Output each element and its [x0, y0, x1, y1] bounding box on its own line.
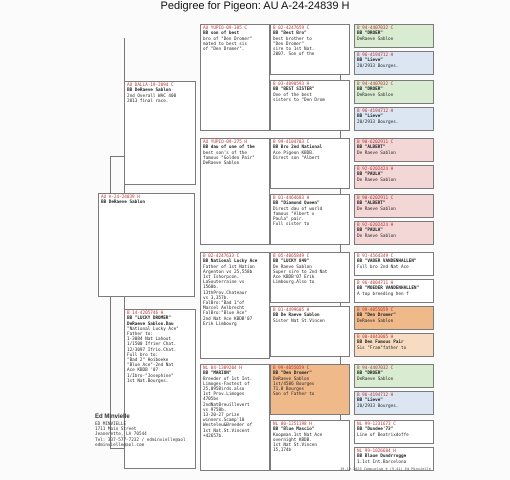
band-number: B 99-4104703 C: [273, 140, 310, 145]
text-line: BB "MOEDER VANDENHALLEN": [357, 286, 420, 292]
band-number: B 91-4564349 C: [357, 254, 394, 259]
text-line: BB "LUCKY DROMER": [127, 316, 171, 322]
text-line: BB National Lucky Ace: [203, 259, 258, 265]
text-line: famous "Albert x: [273, 211, 315, 217]
gen4-box-15[interactable]: [354, 420, 434, 444]
text-line: "National Lucky Ace": [127, 326, 179, 332]
text-line: best son's of the: [203, 150, 247, 156]
text-line: DeRaeve Sablon: [357, 92, 394, 98]
text-line: 2nd Overall WAC 400: [127, 93, 177, 99]
band-number: B 94-4407032 C: [357, 26, 394, 31]
text-line: 20/2933 Bourges.: [357, 63, 399, 69]
gen3-box-2[interactable]: [270, 80, 350, 131]
gen4-box-8[interactable]: [354, 221, 434, 245]
text-line: De Raeve Sablon: [273, 264, 312, 270]
text-line: BB "BEST SISTER": [273, 87, 315, 93]
text-line: BB Blaue Dundrrogge: [357, 454, 407, 460]
text-line: BB "Den Dromer": [357, 313, 396, 319]
band-number: B 96-4194712 H: [357, 393, 394, 398]
text-line: A top breeding hen f: [357, 291, 409, 297]
breeder-line: 1711 Main Street: [95, 427, 137, 433]
dam-sire-box[interactable]: [200, 252, 270, 359]
gen4-box-9[interactable]: [354, 252, 434, 276]
text-line: mated to best sis: [203, 41, 247, 47]
text-line: De Raeve Sablon: [357, 177, 396, 183]
text-line: BB "VADER VANDENHALLEN": [357, 259, 417, 265]
text-line: 2007. Son of the: [273, 52, 315, 58]
band-number: AU DALLA-19-2094 C: [127, 83, 174, 88]
gen3-box-5[interactable]: [270, 252, 350, 303]
text-line: Paula" pair.: [273, 217, 305, 223]
text-line: 20/2933 Bourges.: [357, 403, 399, 409]
text-line: Full sister to: [273, 222, 310, 228]
footer-text: 19-10-2025 Compuclub ® (9.41) Ed Minvielle: [340, 467, 431, 471]
text-line: Limbourg.Also to: [273, 280, 315, 286]
text-line: 2ndNatBreuillevert: [203, 402, 250, 408]
text-line: BB "DROER": [357, 87, 383, 93]
text-line: Marcel Aelbrecht: [203, 306, 245, 312]
sire-dam-box[interactable]: [200, 138, 270, 245]
text-line: Full bro to:: [127, 352, 159, 358]
text-line: FalBro:"Blue Ace": [203, 311, 247, 317]
band-number: AU YUPIO-09-385 C: [203, 26, 247, 31]
text-line: Ace KBDB '07: [127, 368, 159, 374]
text-line: BB "LUCKY 849": [273, 259, 310, 265]
text-line: 1.1st Int.Barcelona: [357, 459, 407, 465]
text-line: De Raeve Sablon: [357, 233, 396, 239]
gen3-box-8[interactable]: [270, 420, 350, 471]
text-line: 1560b.: [203, 285, 219, 291]
text-line: sisters to "Den Drom: [273, 97, 325, 103]
text-line: 1/Ibro-"Josephine": [127, 373, 174, 379]
text-line: Father to:: [127, 332, 153, 338]
text-line: BB "Lieve": [357, 58, 383, 64]
band-number: NL 99-1026684 H: [357, 449, 396, 454]
text-line: bro of "Den Dromer": [203, 36, 253, 42]
text-line: 1st Nat.St.Vincent: [203, 428, 250, 434]
text-line: +42657b.: [203, 433, 224, 439]
breeder-line: Jeanerette, LA 70544: [95, 432, 147, 438]
text-line: 1st Ishorpcon.: [203, 275, 240, 281]
text-line: 1st Prov.Limoges: [203, 392, 245, 398]
text-line: Full bro 2nd Nat Ace: [357, 264, 409, 270]
text-line: BB "Den Dromer": [273, 371, 312, 377]
gen3-box-7[interactable]: [270, 364, 350, 415]
connector-line: [110, 448, 124, 449]
gen4-box-11[interactable]: [354, 306, 434, 330]
text-line: Ace Pigeon KBDB.: [273, 150, 315, 156]
breeder-line: edminvielle@aol.com: [95, 442, 145, 448]
text-line: One of the best: [273, 92, 312, 98]
text-line: 1/1500 Ifrier Chat.: [127, 342, 177, 348]
band-number: B 03-4090593 H: [273, 82, 310, 87]
text-line: BB "ALBERT": [357, 201, 386, 207]
text-line: Sister Nat St.Vincen: [273, 318, 325, 324]
text-line: Limoges-Fastest of: [203, 381, 250, 387]
text-line: DeRaeve Sablon.Dau: [127, 321, 174, 327]
text-line: 13-20-27 prize: [203, 413, 240, 419]
text-line: sire to 1st Nat.: [273, 47, 315, 53]
band-number: AU YUPIO-09-275 H: [203, 140, 247, 145]
text-line: Erik Limbourg: [203, 321, 237, 327]
band-number: B 92-6202424 H: [357, 223, 394, 228]
text-line: BB "DROER": [357, 31, 383, 37]
text-line: Koopman.1st Nat Ace: [273, 432, 323, 438]
band-number: NL 04-1389204 H: [203, 366, 242, 371]
band-number: B 01-4464683 H: [273, 196, 310, 201]
text-line: 20/2933 Bourges.: [357, 119, 399, 125]
text-line: BB "Blue Mascio": [273, 427, 315, 433]
sire-box[interactable]: [124, 81, 196, 185]
text-line: De Raeve Sablon: [357, 150, 396, 156]
text-line: BB DeRaeve Sablon: [127, 88, 171, 94]
gen4-box-1[interactable]: [354, 24, 434, 48]
text-line: BB "ALBERT": [357, 145, 386, 151]
text-line: 1st Nat St.Vincen: [273, 443, 317, 449]
text-line: 1st/4586 Bourges: [273, 381, 315, 387]
text-line: best brother to: [273, 36, 312, 42]
text-line: overnight KBDB.: [273, 437, 312, 443]
gen3-box-3[interactable]: [270, 138, 350, 189]
page-title: Pedigree for Pigeon: AU A-24-24839 H: [160, 0, 350, 12]
text-line: BB "Lieve": [357, 398, 383, 404]
text-line: Son of Father to: [273, 392, 315, 398]
band-number: B 01-4499605 H: [273, 308, 310, 313]
text-line: vs 3,357b.: [203, 295, 229, 301]
text-line: 4705bs: [203, 397, 219, 403]
gen4-box-14[interactable]: [354, 391, 434, 415]
text-line: "Blue Ace"-2nd Nat: [127, 363, 174, 369]
text-line: BB Bro 2nd National: [273, 145, 323, 151]
text-line: Breeder of 1st Int.: [203, 376, 253, 382]
text-line: BB "DROER": [357, 371, 383, 377]
gen4-box-13[interactable]: [354, 364, 434, 388]
text-line: "Bad 2" Hoiboeke: [127, 358, 169, 364]
breeder-line: Tel: 337-577-7232 / edminvielle@aol: [95, 437, 186, 443]
text-line: Argenton vs 25,558b: [203, 269, 253, 275]
connector-line: [110, 156, 124, 157]
text-line: FalBro:"Bad 1"of: [203, 301, 245, 307]
text-line: "Den Dromer": [273, 41, 305, 47]
text-line: LaSouterraine vs: [203, 280, 245, 286]
text-line: Father of 1st Nation: [203, 264, 255, 270]
gen4-box-5[interactable]: [354, 138, 434, 162]
text-line: BB "Diamond Queen": [273, 201, 320, 207]
text-line: Direct son "Albert: [273, 155, 320, 161]
text-line: of "Den Dromer".: [203, 47, 245, 53]
breeder-line: ED MINVIELLE: [95, 422, 127, 427]
text-line: BB De Raeve Sablon: [273, 313, 320, 319]
text-line: Line of Beatrixdoffe: [357, 432, 409, 438]
dam-dam-box[interactable]: [200, 364, 270, 471]
text-line: BB dau of one of the: [203, 145, 255, 151]
text-line: 71.8 Bourges: [273, 387, 305, 393]
gen3-box-1[interactable]: [270, 24, 350, 75]
subject-pigeon-box[interactable]: [98, 193, 195, 297]
gen4-box-7[interactable]: [354, 194, 434, 218]
text-line: 2013 final race.: [127, 98, 169, 104]
gen4-box-10[interactable]: [354, 279, 434, 303]
text-line: Westeleu&Breeder of: [203, 423, 253, 429]
text-line: BB Den Famous Pair: [357, 340, 404, 346]
text-line: 1st Nat.Bourges.: [127, 378, 169, 384]
gen4-box-3[interactable]: [354, 80, 434, 104]
text-line: BB "PAULA": [357, 228, 383, 234]
band-number: NL 99-1231673 C: [357, 422, 396, 427]
text-line: BB son of best: [203, 31, 240, 37]
band-number: B 99-4055059 C: [357, 308, 394, 313]
text-line: BB "Dundee'73": [357, 427, 394, 433]
band-number: B 14-4205746 H: [127, 311, 164, 316]
text-line: DeRaeve Sablon: [357, 376, 394, 382]
band-number: B 96-4194712 H: [357, 53, 394, 58]
text-line: BB "Lieve": [357, 114, 383, 120]
band-number: B 99-4055059 C: [273, 366, 310, 371]
breeder-info: [95, 414, 186, 448]
text-line: Direct dau of world: [273, 206, 323, 212]
text-line: BB "PAULA": [357, 172, 383, 178]
band-number: B 05-4065849 C: [273, 254, 310, 259]
gen3-box-4[interactable]: [270, 194, 350, 245]
text-line: BB "MARION": [203, 371, 232, 377]
text-line: 12/3097 Ifrio.Chat.: [127, 347, 177, 353]
gen4-box-6[interactable]: [354, 165, 434, 189]
gen4-box-12[interactable]: [354, 333, 434, 357]
text-line: 13thProv.Chateaur: [203, 290, 247, 296]
band-number: AU A-24-24839 H: [101, 195, 140, 200]
band-number: B 94-4407032 C: [357, 366, 394, 371]
text-line: famous "Golden Pair": [203, 155, 255, 161]
band-number: B 92-6202424 H: [357, 167, 394, 172]
text-line: DeRaeve Sablon: [357, 318, 394, 324]
band-number: B 90-6202911 C: [357, 140, 394, 145]
band-number: B 90-6202911 C: [357, 196, 394, 201]
text-line: 15,174b: [273, 448, 292, 454]
band-number: B 96-4194712 H: [357, 109, 394, 114]
text-line: winners.Scamp'10: [203, 418, 245, 424]
band-number: NL 00-1251198 H: [273, 422, 312, 427]
text-line: BB "Best Bro": [273, 31, 307, 37]
text-line: De Raeve Sablon: [357, 206, 396, 212]
subject-line-1: BB DeRaeve Sablon: [101, 200, 145, 206]
text-line: Ace KBDB'07 Erik: [273, 275, 315, 281]
text-line: vs 9758b.: [203, 407, 227, 413]
text-line: DeRaeve Sablon: [203, 161, 240, 167]
gen4-box-4[interactable]: [354, 107, 434, 131]
band-number: B 02-4247659 C: [273, 26, 310, 31]
text-line: Super sire to 2nd Nat: [273, 269, 328, 275]
band-number: B 00-4043005 H: [357, 335, 394, 340]
text-line: DeRaeve Sablon: [273, 376, 310, 382]
text-line: 1-3084 Nat Lahout: [127, 337, 171, 343]
gen4-box-2[interactable]: [354, 51, 434, 75]
text-line: DeRaeve Sablon: [357, 36, 394, 42]
band-number: B 94-4407032 C: [357, 82, 394, 87]
sire-sire-box[interactable]: [200, 24, 270, 131]
gen3-box-6[interactable]: [270, 306, 350, 357]
text-line: 25,095Birds.also: [203, 387, 245, 393]
text-line: Sis "Fram"father to: [357, 345, 407, 351]
band-number: B 02-4247633 C: [203, 254, 240, 259]
breeder-name: Ed Minvielle: [95, 414, 130, 420]
band-number: B 96-4004711 H: [357, 281, 394, 286]
text-line: 2nd Nat Ace KBDB'07: [203, 316, 253, 322]
